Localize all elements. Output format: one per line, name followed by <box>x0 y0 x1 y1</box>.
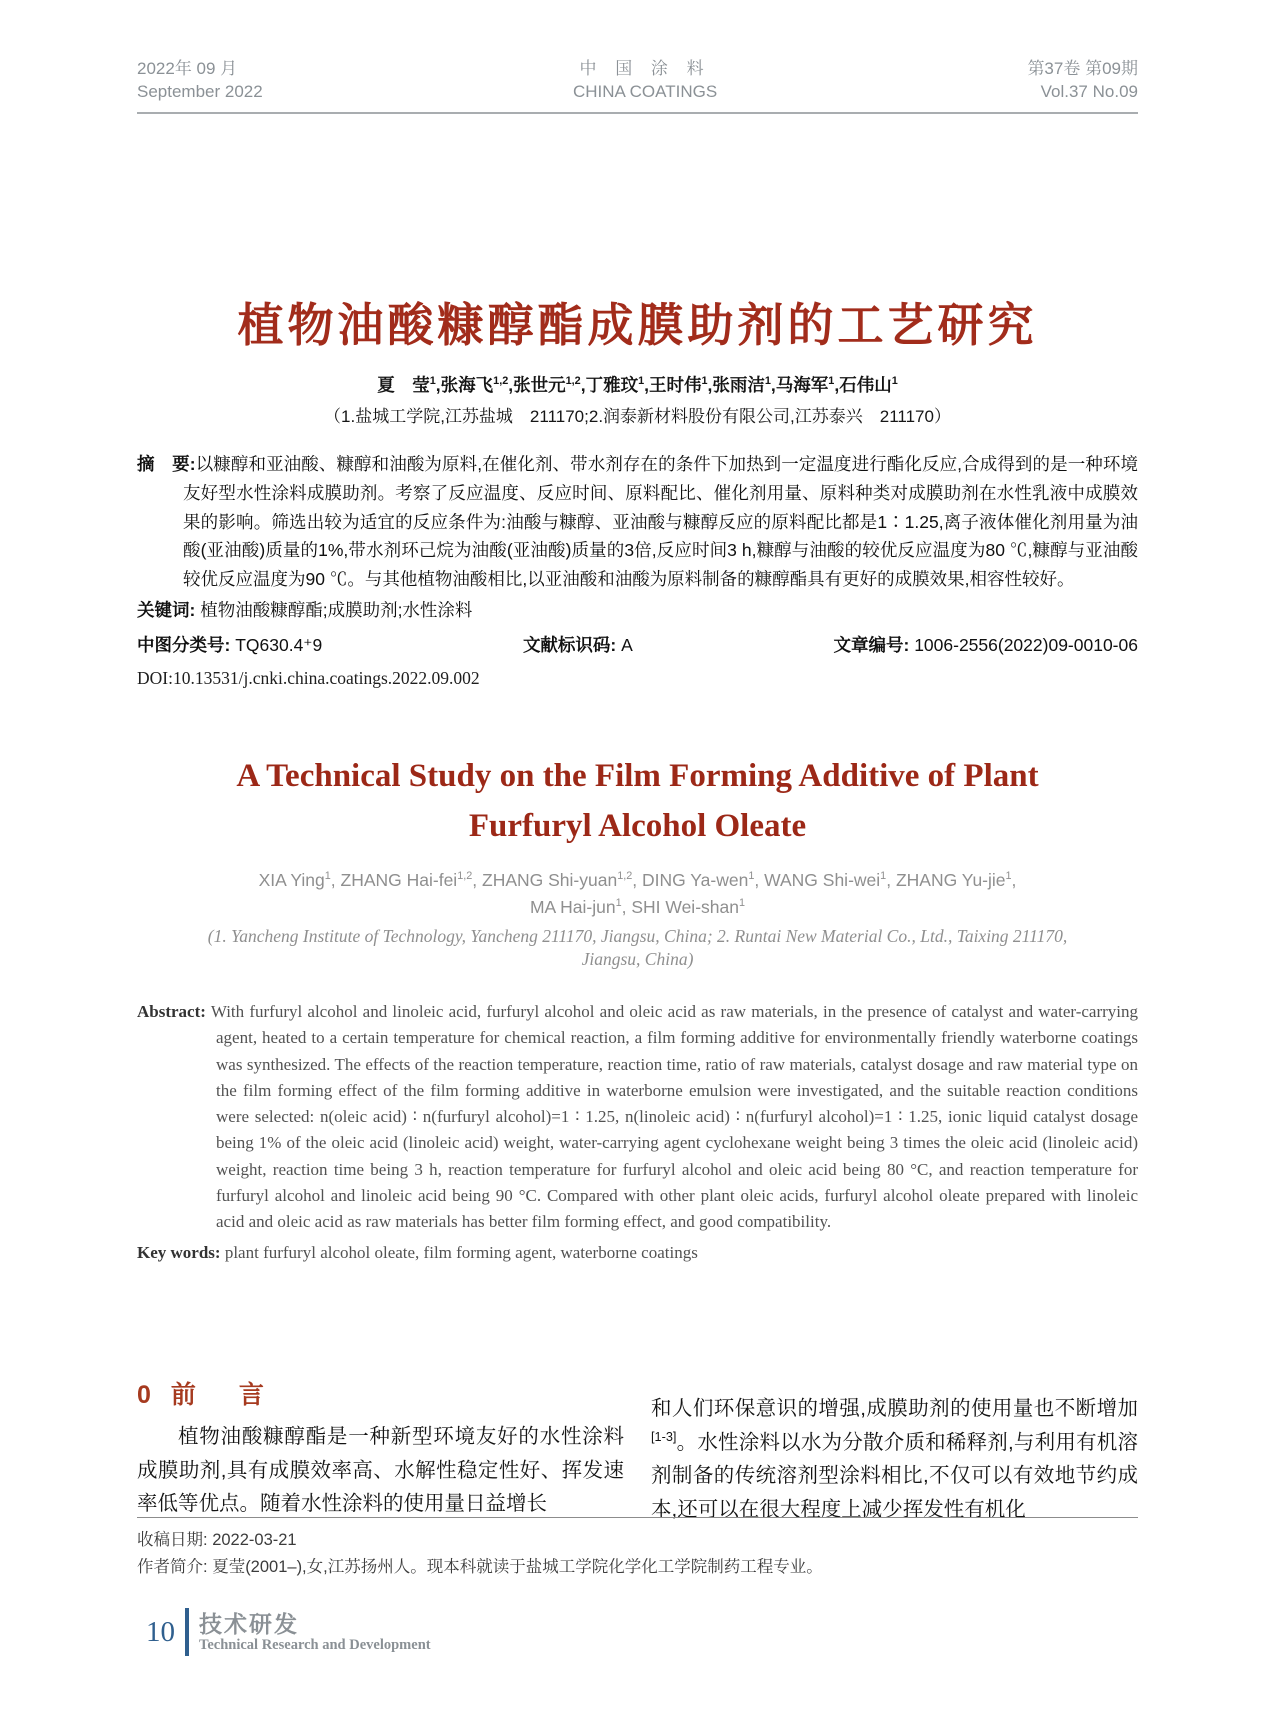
abstract-en-text: With furfuryl alcohol and linoleic acid, furfuryl alcohol and oleic acid as raw materials, in the presence of catalyst and water-carrying agent, heated to a certain temperature for chemical reaction, a film forming additive for environmentally friendly waterborne coatings was synthesized. The effects of the reaction temperature, reaction time, ratio of raw materials, catalyst dosage and raw material type on the film forming effect of the film forming additive in waterborne emulsion were investigated, and the suitable reaction conditions were selected: n(oleic acid) ∶ n(furfuryl alcohol)=1 ∶ 1.25, n(linoleic acid) ∶ n(furfuryl alcohol)=1 ∶ 1.25, ionic liquid catalyst dosage being 1% of the oleic acid (linoleic acid) weight, water-carrying agent cyclohexane weight being 3 times the oleic acid (linoleic acid) weight, reaction time being 3 h, reaction temperature for furfuryl alcohol and oleic acid being 80 °C, and reaction temperature for furfuryl alcohol and linoleic acid being 90 °C. Compared with other plant oleic acids, furfuryl alcohol oleate prepared with linoleic acid and oleic acid as raw materials has better film forming effect, and good compatibility. <box>210 1001 1138 1232</box>
footer-divider-bar <box>185 1608 189 1656</box>
body-columns <box>137 1378 1138 1524</box>
intro-paragraph-left: 植物油酸糠醇酯是一种新型环境友好的水性涂料成膜助剂,具有成膜效率高、水解性稳定性好、挥发速率低等优点。随着水性涂料的使用量日益增长 <box>137 1425 624 1515</box>
page-footer <box>146 1608 431 1656</box>
header-issue-en: Vol.37 No.09 <box>1040 82 1138 101</box>
header-issue-cn: 第37卷 第09期 <box>1027 59 1138 78</box>
article-number-label: 文章编号: <box>833 634 910 655</box>
clc-label: 中图分类号: <box>137 634 231 655</box>
abstract-cn-label: 摘 要: <box>137 454 196 474</box>
doc-code-label: 文献标识码: <box>522 634 617 655</box>
footer-column-info <box>199 1611 431 1654</box>
body-column-right <box>651 1378 1138 1524</box>
abstract-en <box>137 999 1138 1236</box>
author-bio <box>137 1554 1138 1581</box>
citation-marker: [1-3] <box>651 1428 677 1444</box>
authors-en-line1: XIA Ying$^1$, ZHANG Hai-fei$^{1,2}$, ZHANG Shi-yuan$^{1,2}$, DING Ya-wen$^1$, WANG Shi-wei$^1$, ZHANG Yu-jie$^1$, <box>258 869 1017 890</box>
authors-en <box>137 867 1138 921</box>
document-code <box>523 631 633 660</box>
article-number <box>833 631 1138 660</box>
affiliation-en-line2: Jiangsu, China) <box>581 948 694 969</box>
header-journal <box>573 57 717 103</box>
received-date-label: 收稿日期: <box>137 1531 208 1549</box>
keywords-en-text: plant furfuryl alcohol oleate, film forming agent, waterborne coatings <box>224 1242 698 1262</box>
doi: DOI:10.13531/j.cnki.china.coatings.2022.09.002 <box>137 667 480 688</box>
intro-right-pre: 和人们环保意识的增强,成膜助剂的使用量也不断增加 <box>651 1397 1138 1420</box>
article-title-en <box>137 751 1138 851</box>
footnote-block <box>137 1517 1138 1581</box>
keywords-en <box>137 1240 1138 1266</box>
article-title-en-line2: Furfuryl Alcohol Oleate <box>468 807 807 844</box>
header-journal-en: CHINA COATINGS <box>572 82 718 101</box>
clc-number <box>137 631 322 660</box>
authors-cn: 夏 莹$^1$,张海飞$^{1,2}$,张世元$^{1,2}$,丁雅玟$^1$,王时伟$^1$,张雨洁$^1$,马海军$^1$,石伟山$^1$ <box>377 375 898 395</box>
affiliation-en-line1: (1. Yancheng Institute of Technology, Yancheng 211170, Jiangsu, China; 2. Runtai New Material Co., Ltd., Taixing 211170, <box>207 925 1068 946</box>
journal-header <box>137 0 1138 103</box>
doc-code-value: A <box>621 634 633 655</box>
authors-en-line2: MA Hai-jun$^1$, SHI Wei-shan$^1$ <box>529 896 746 917</box>
received-date <box>137 1527 1138 1554</box>
footer-column-en: Technical Research and Development <box>199 1636 431 1653</box>
keywords-cn-label: 关键词: <box>137 599 196 620</box>
author-bio-value: 夏莹(2001–),女,江苏扬州人。现本科就读于盐城工学院化学化工学院制药工程专业。 <box>212 1558 823 1576</box>
section-title: 前 言 <box>170 1381 282 1409</box>
intro-right-post: 。水性涂料以水为分散介质和稀释剂,与利用有机溶剂制备的传统溶剂型涂料相比,不仅可以有效地节约成本,还可以在很大程度上减少挥发性有机化 <box>651 1430 1138 1521</box>
section-number: 0 <box>137 1381 151 1409</box>
keywords-cn-text: 植物油酸糠醇酯;成膜助剂;水性涂料 <box>200 599 473 620</box>
intro-paragraph-right <box>651 1378 1138 1524</box>
keywords-cn <box>137 596 1138 625</box>
received-date-value: 2022-03-21 <box>212 1531 297 1549</box>
author-bio-label: 作者简介: <box>137 1558 208 1576</box>
abstract-en-label: Abstract: <box>137 1001 206 1021</box>
affiliation-en <box>137 925 1138 971</box>
clc-value: TQ630.4⁺9 <box>235 634 323 655</box>
header-date <box>137 57 263 103</box>
classification-row <box>137 631 1138 660</box>
keywords-en-label: Key words: <box>137 1242 221 1262</box>
header-issue <box>1027 57 1138 103</box>
page-number: 10 <box>146 1615 175 1648</box>
section-heading-introduction <box>137 1378 624 1412</box>
header-journal-cn: 中 国 涂 料 <box>579 59 711 78</box>
abstract-cn-text: 以糠醇和亚油酸、糠醇和油酸为原料,在催化剂、带水剂存在的条件下加热到一定温度进行酯化反应,合成得到的是一种环境友好型水性涂料成膜助剂。考察了反应温度、反应时间、原料配比、催化剂用量、原料种类对成膜助剂在水性乳液中成膜效果的影响。筛选出较为适宜的反应条件为:油酸与糠醇、亚油酸与糠醇反应的原料配比都是1∶1.25,离子液体催化剂用量为油酸(亚油酸)质量的1%,带水剂环己烷为油酸(亚油酸)质量的3倍,反应时间3 h,糠醇与油酸的较优反应温度为80 ℃,糠醇与亚油酸较优反应温度为90 ℃。与其他植物油酸相比,以亚油酸和油酸为原料制备的糠醇酯具有更好的成膜效果,相容性较好。 <box>183 454 1138 590</box>
header-date-cn: 2022年 09 月 <box>137 59 238 78</box>
article-title-en-line1: A Technical Study on the Film Forming Additive of Plant <box>236 757 1039 794</box>
footer-column-cn: 技术研发 <box>199 1610 299 1637</box>
article-number-value: 1006-2556(2022)09-0010-06 <box>914 634 1138 655</box>
article-title-cn: 植物油酸糠醇酯成膜助剂的工艺研究 <box>237 299 1038 351</box>
header-date-en: September 2022 <box>137 82 263 101</box>
affiliation-cn: （1.盐城工学院,江苏盐城 211170;2.润泰新材料股份有限公司,江苏泰兴 211170） <box>324 407 951 426</box>
header-divider <box>137 112 1138 114</box>
body-column-left <box>137 1378 624 1524</box>
abstract-cn <box>137 450 1138 594</box>
